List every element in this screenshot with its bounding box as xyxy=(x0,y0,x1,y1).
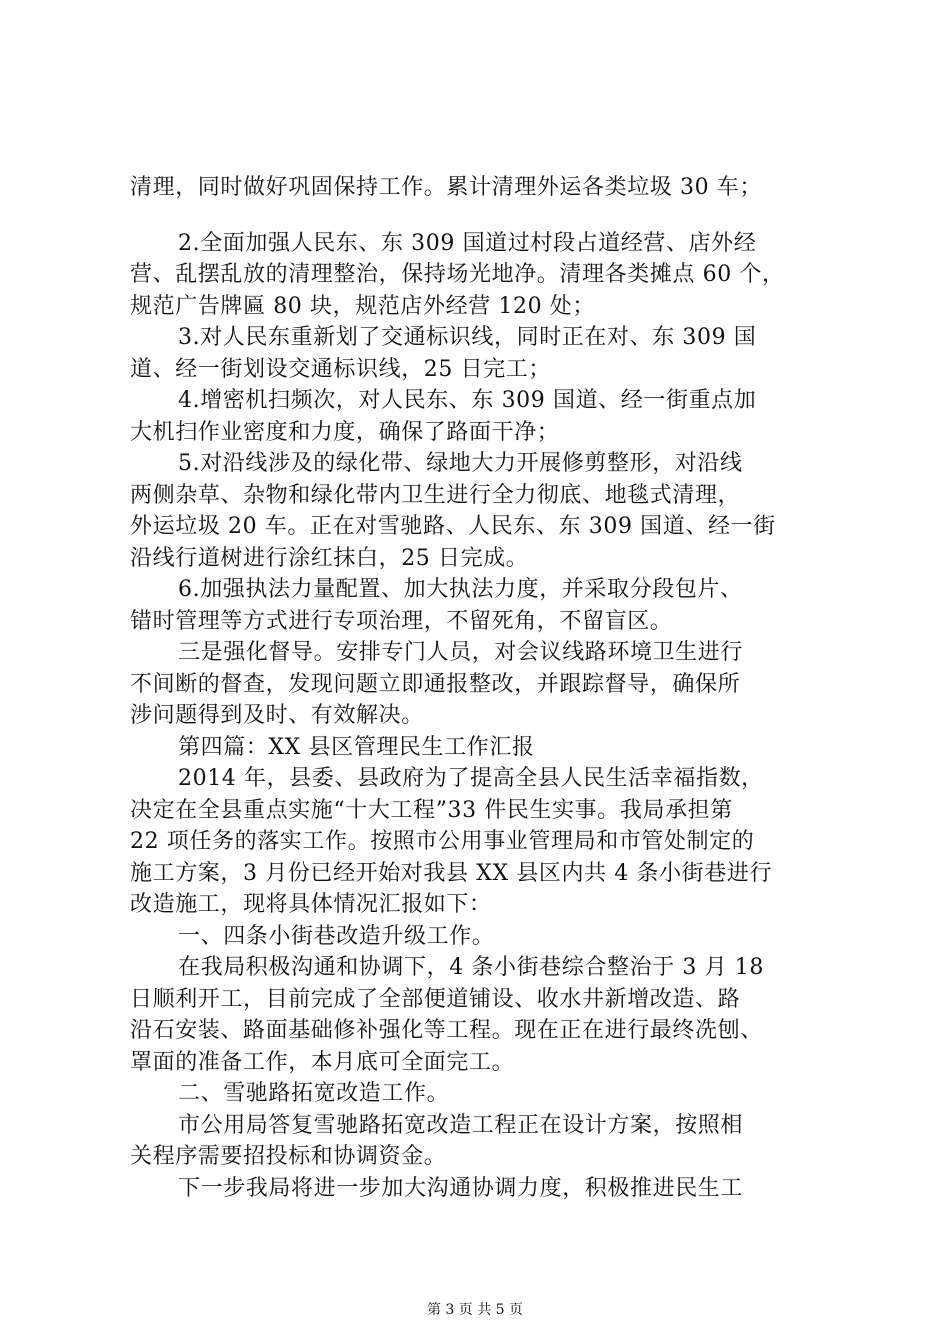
text-line: 下一步我局将进一步加大沟通协调力度，积极推进民生工 xyxy=(178,1175,744,1201)
text-line: 不间断的督查，发现问题立即通报整改，并跟踪督导，确保所 xyxy=(130,671,741,697)
text-line: 道、经一街划设交通标识线，25 日完工； xyxy=(130,356,551,382)
text-line: 规范广告牌匾 80 块，规范店外经营 120 处； xyxy=(130,293,595,319)
section-heading: 第四篇：XX 县区管理民生工作汇报 xyxy=(178,734,535,760)
paragraph-gap xyxy=(130,204,850,228)
page-number-label: 第 3 页 共 5 页 xyxy=(426,1302,524,1318)
text-line: 施工方案，3 月份已经开始对我县 XX 县区内共 4 条小街巷进行 xyxy=(130,860,773,886)
text-line: 22 项任务的落实工作。按照市公用事业管理局和市管处制定的 xyxy=(130,829,755,854)
text-line: 在我局积极沟通和协调下，4 条小街巷综合整治于 3 月 18 xyxy=(178,955,764,980)
text-line: 涉问题得到及时、有效解决。 xyxy=(130,703,424,728)
text-line: 4.增密机扫频次，对人民东、东 309 国道、经一街重点加 xyxy=(178,388,757,413)
text-line: 三是强化督导。安排专门人员，对会议线路环境卫生进行 xyxy=(178,640,744,665)
text-line: 2.全面加强人民东、东 309 国道过村段占道经营、店外经 xyxy=(178,230,757,256)
text-line: 5.对沿线涉及的绿化带、绿地大力开展修剪整形，对沿线 xyxy=(178,451,743,476)
text-line: 日顺利开工，目前完成了全部便道铺设、收水井新增改造、路 xyxy=(130,986,741,1012)
text-line: 沿线行道树进行涂红抹白，25 日完成。 xyxy=(130,545,529,571)
text-line: 2014 年，县委、县政府为了提高全县人民生活幸福指数， xyxy=(178,766,764,791)
text-line: 外运垃圾 20 车。正在对雪驰路、人民东、东 309 国道、经一街 xyxy=(130,514,776,539)
document-body xyxy=(130,172,850,1204)
subsection-heading: 一、四条小街巷改造升级工作。 xyxy=(178,923,495,949)
text-line: 关程序需要招投标和协调资金。 xyxy=(130,1144,447,1169)
text-line: 改造施工，现将具体情况汇报如下： xyxy=(130,892,492,917)
text-line: 营、乱摆乱放的清理整治，保持场光地净。清理各类摊点 60 个， xyxy=(130,262,785,287)
text-line: 大机扫作业密度和力度，确保了路面干净； xyxy=(130,419,560,445)
subsection-heading: 二、雪驰路拓宽改造工作。 xyxy=(178,1081,450,1106)
text-line: 3.对人民东重新划了交通标识线，同时正在对、东 309 国 xyxy=(178,325,757,350)
text-line: 决定在全县重点实施“十大工程”33 件民生实事。我局承担第 xyxy=(130,797,733,823)
page-footer xyxy=(0,1300,950,1320)
text-line: 罩面的准备工作，本月底可全面完工。 xyxy=(130,1049,515,1075)
text-line: 错时管理等方式进行专项治理，不留死角，不留盲区。 xyxy=(130,608,673,634)
text-line: 清理，同时做好巩固保持工作。累计清理外运各类垃圾 30 车； xyxy=(130,175,762,200)
text-line: 两侧杂草、杂物和绿化带内卫生进行全力彻底、地毯式清理， xyxy=(130,482,741,508)
text-line: 市公用局答复雪驰路拓宽改造工程正在设计方案，按照相 xyxy=(178,1112,744,1138)
text-line: 沿石安装、路面基础修补强化等工程。现在正在进行最终冼刨、 xyxy=(130,1018,763,1043)
text-line: 6.加强执法力量配置、加大执法力度，并采取分段包片、 xyxy=(178,577,743,602)
